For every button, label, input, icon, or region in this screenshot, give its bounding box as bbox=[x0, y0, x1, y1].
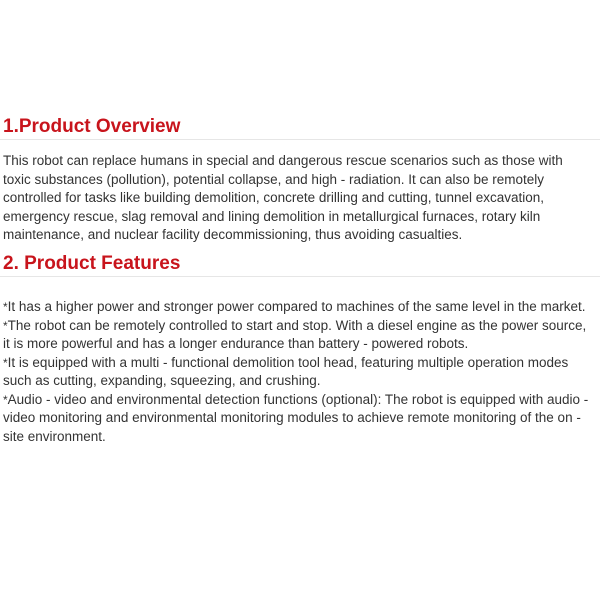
feature-item bbox=[3, 391, 594, 447]
feature-list bbox=[0, 298, 600, 446]
product-overview-section bbox=[0, 115, 600, 245]
bullet-marker: * bbox=[3, 318, 8, 333]
product-overview-text: This robot can replace humans in special and dangerous rescue scenarios such as those with toxic substances (pollution), potential collapse, and high - radiation. It can also be remotely controlled for tasks like building demolition, concrete drilling and cutting, tunnel excavation, emergency rescue, slag removal and lining demolition in metallurgical furnaces, rotary kiln maintenance, and nuclear facility decommissioning, thus avoiding casualties. bbox=[3, 153, 563, 242]
feature-item bbox=[3, 298, 594, 317]
product-features-section bbox=[0, 252, 600, 446]
product-overview-heading: 1.Product Overview bbox=[3, 116, 181, 137]
bullet-marker: * bbox=[3, 300, 8, 314]
product-features-heading: 2. Product Features bbox=[3, 253, 181, 274]
heading-divider bbox=[0, 276, 600, 277]
feature-item bbox=[3, 354, 594, 391]
feature-item bbox=[3, 317, 594, 354]
bullet-marker: * bbox=[3, 355, 8, 370]
feature-text: The robot can be remotely controlled to start and stop. With a diesel engine as the power source, it is more powerful and has a longer endurance than battery - powered robots. bbox=[3, 317, 587, 351]
heading-divider bbox=[0, 139, 600, 140]
feature-text: Audio - video and environmental detection functions (optional): The robot is equipped with audio - video monitoring and environmental monitoring modules to achieve remote monitoring of the on - site environment. bbox=[3, 391, 589, 444]
feature-text: It has a higher power and stronger power compared to machines of the same level in the market. bbox=[7, 299, 586, 314]
bullet-marker: * bbox=[3, 392, 8, 407]
feature-text: It is equipped with a multi - functional demolition tool head, featuring multiple operation modes such as cutting, expanding, squeezing, and crushing. bbox=[3, 354, 569, 388]
